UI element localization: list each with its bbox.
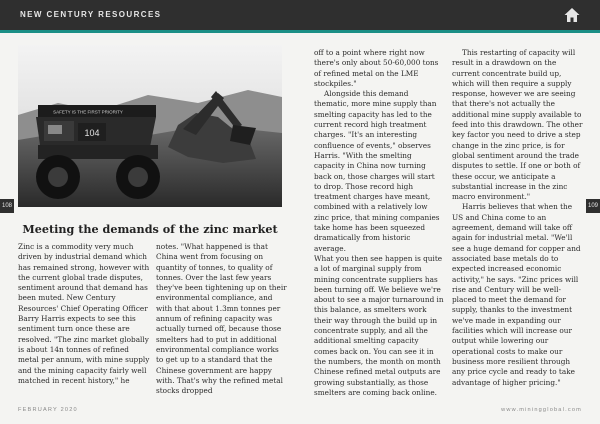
- home-icon[interactable]: [563, 6, 581, 24]
- article-photo: [18, 45, 282, 207]
- footer-issue-date: FEBRUARY 2020: [18, 407, 78, 413]
- body-paragraph: Harris believes that when the US and China come to an agreement, demand will take off again for industrial metal. "We'll see a huge demand for copper and associated base metals do to expected increased economic activity," he says. "Zinc prices will rise and Century will be well-placed to meet the demand for supply, thanks to the investment we've made in expanding our facilities which will increase our output while lowering our operational costs to make our business more resilient through any price cycle and ready to take advantage of higher pricing.": [452, 202, 581, 387]
- truck-number: 104: [84, 128, 100, 138]
- body-paragraph: Alongside this demand thematic, more mine supply than smelting capacity has led to the current record high treatment charges. "It's an interesting confluence of events," observes Harris. "With the smelting capacity in China now turning back on, those charges will start to drop. Those record high treatment charges have meant, combined with a relatively low zinc price, that mining companies take home has been squeezed dramatically from historic average.: [314, 89, 440, 253]
- body-paragraph: Zinc is a commodity very much driven by industrial demand which has remained strong, however with the current global trade disputes, sentiment around that demand has been muted. New Century Resources' Chief Operating Officer Barry Harris expects to see this sentiment turn once these are resolved. "The zinc market globally is about 14n tonnes of refined metal per annum, with mine supply and the mining capacity fairly well matched in recent history," he: [18, 242, 150, 385]
- body-paragraph: What you then see happen is quite a lot of marginal supply from mining concentrate suppliers has been turning off. We believe we're about to see a major turnaround in this balance, as smelters work their way through the build up in concentrate supply, and all the additional smelting capacity comes back on. You can see it in the numbers, the month on month Chinese refined metal outputs are growing substantially, as those smelters are coming back online.: [314, 253, 444, 397]
- article-column-3: [314, 48, 444, 398]
- footer-website[interactable]: www.miningglobal.com: [501, 407, 582, 413]
- body-paragraph: This restarting of capacity will result in a drawdown on the current concentrate build up, which will then require a supply response, however we are seeing that there's not actually the additional mine supply available to feed into this drawdown. The other key factor you need to drive a step change in the zinc price, is for global sentiment around the trade disputes to settle. If one or both of these occur, we anticipate a substantial increase in the zinc macro environment.": [452, 48, 583, 202]
- header-accent-stripe: [0, 30, 600, 33]
- article-headline: Meeting the demands of the zinc market: [22, 222, 278, 236]
- article-column-1: [18, 242, 150, 386]
- page-number-left: 108: [0, 199, 14, 213]
- body-paragraph: off to a point where right now there's only about 50-60,000 tons of refined metal on the LME stockpiles.": [314, 48, 439, 88]
- safety-banner: SAFETY IS THE FIRST PRIORITY: [53, 109, 123, 115]
- article-column-2: [156, 242, 288, 396]
- page-number-right: 109: [586, 199, 600, 213]
- article-column-4: [452, 48, 584, 388]
- publication-brand: NEW CENTURY RESOURCES: [20, 10, 162, 19]
- body-paragraph: notes. "What happened is that China went from focusing on quantity of tonnes, to quality of tonnes. Over the last few years they've been tightening up on their environmental compliance, and with that about 1.3mn tonnes per annum of refining capacity was actually turned off, because those smelters had to put in additional environmental compliance works to get up to a standard that the Chinese government are happy with. That's why the refined metal stocks dropped: [156, 242, 287, 396]
